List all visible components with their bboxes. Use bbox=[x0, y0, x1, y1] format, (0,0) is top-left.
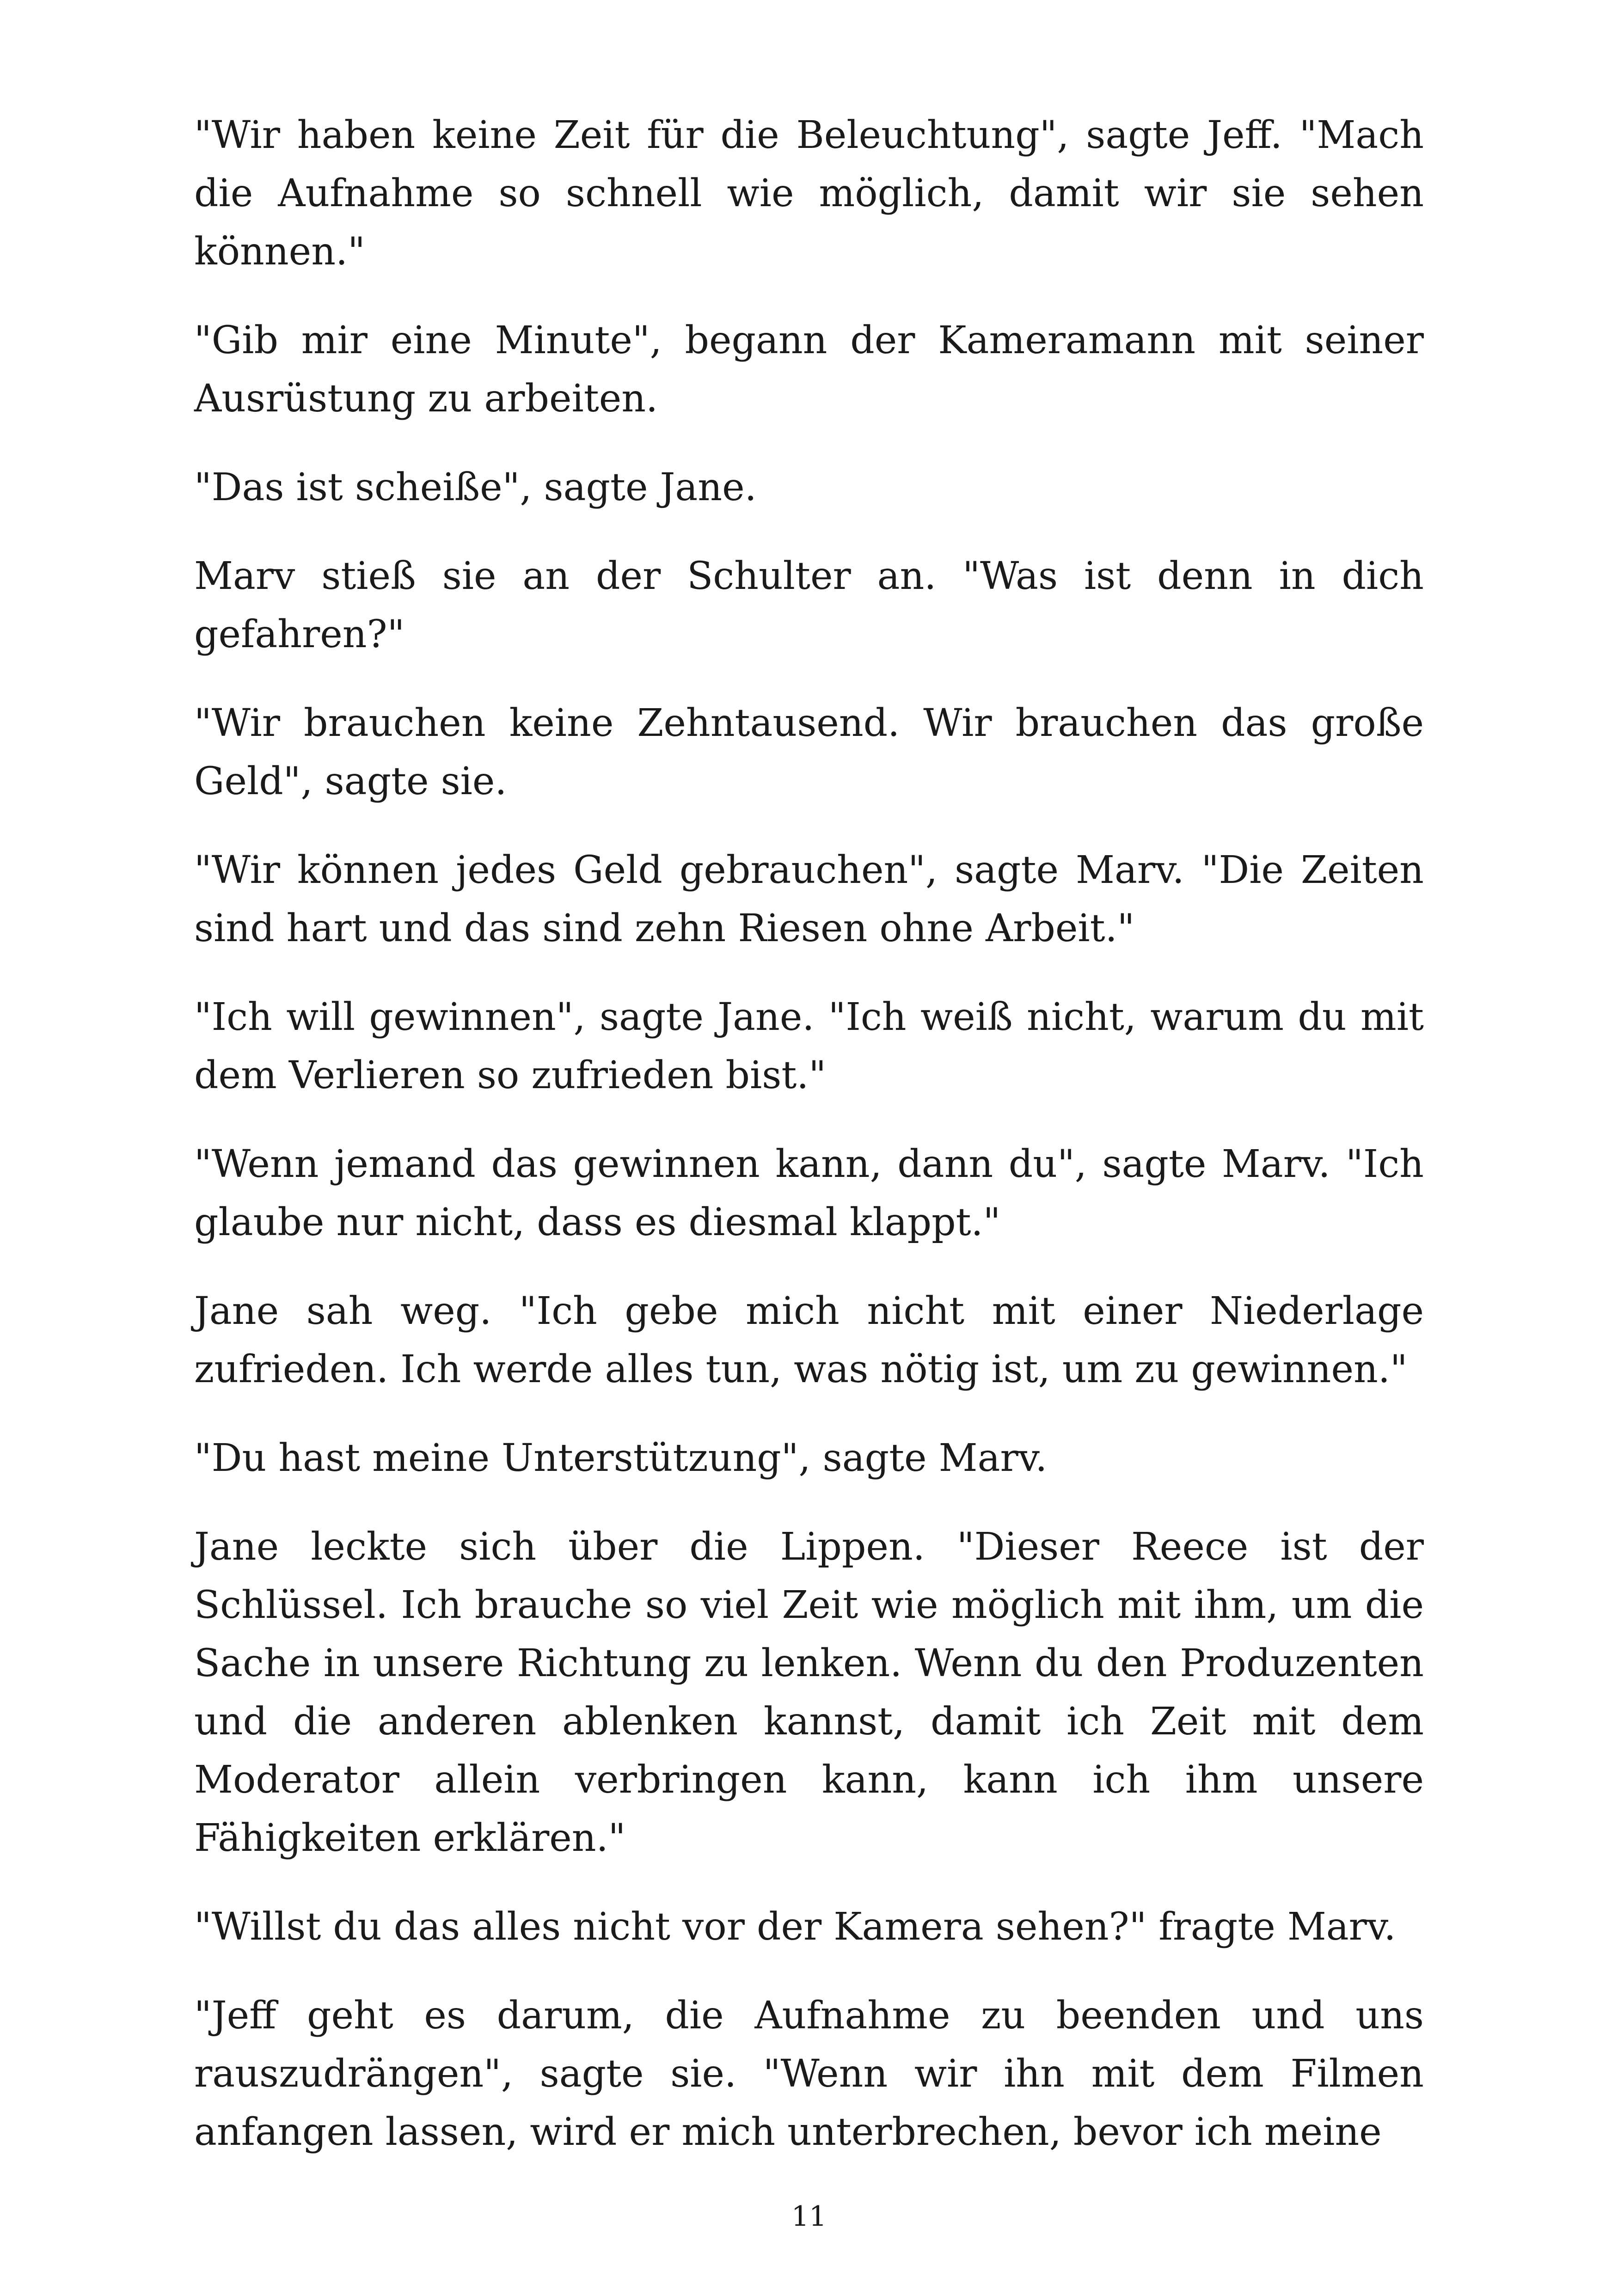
paragraph: "Gib mir eine Minute", begann der Kameramann mit seiner Ausrüstung zu arbeiten. bbox=[194, 318, 1424, 421]
paragraph: Jane leckte sich über die Lippen. "Dieser Reece ist der Schlüssel. Ich brauche so viel Zeit wie möglich mit ihm, um die Sache in unsere Richtung zu lenken. Wenn du den Produzenten und die anderen ablenken kannst, damit ich Zeit mit dem Moderator allein verbringen kann, kann ich ihm unsere Fähigkeiten erklären." bbox=[194, 1525, 1424, 1860]
paragraph: "Du hast meine Unterstützung", sagte Marv. bbox=[194, 1436, 1048, 1480]
paragraph: Jane sah weg. "Ich gebe mich nicht mit einer Niederlage zufrieden. Ich werde alles tun, was nötig ist, um zu gewinnen." bbox=[194, 1289, 1424, 1391]
paragraph: "Wir können jedes Geld gebrauchen", sagte Marv. "Die Zeiten sind hart und das sind zehn Riesen ohne Arbeit." bbox=[194, 848, 1424, 950]
paragraph: "Wir brauchen keine Zehntausend. Wir brauchen das große Geld", sagte sie. bbox=[194, 701, 1424, 803]
paragraph: "Wir haben keine Zeit für die Beleuchtung", sagte Jeff. "Mach die Aufnahme so schnell wie möglich, damit wir sie sehen können." bbox=[194, 113, 1424, 274]
paragraph: "Wenn jemand das gewinnen kann, dann du", sagte Marv. "Ich glaube nur nicht, dass es diesmal klappt." bbox=[194, 1142, 1424, 1244]
body-text bbox=[194, 106, 1424, 2161]
paragraph: "Ich will gewinnen", sagte Jane. "Ich weiß nicht, warum du mit dem Verlieren so zufrieden bist." bbox=[194, 995, 1424, 1097]
paragraph: Marv stieß sie an der Schulter an. "Was ist denn in dich gefahren?" bbox=[194, 554, 1424, 656]
page-number: 11 bbox=[791, 2200, 827, 2233]
paragraph: "Willst du das alles nicht vor der Kamera sehen?" fragte Marv. bbox=[194, 1905, 1396, 1949]
paragraph: "Jeff geht es darum, die Aufnahme zu beenden und uns rauszudrängen", sagte sie. "Wenn wir ihn mit dem Filmen anfangen lassen, wird er mich unterbrechen, bevor ich meine bbox=[194, 1994, 1424, 2154]
paragraph: "Das ist scheiße", sagte Jane. bbox=[194, 465, 757, 509]
